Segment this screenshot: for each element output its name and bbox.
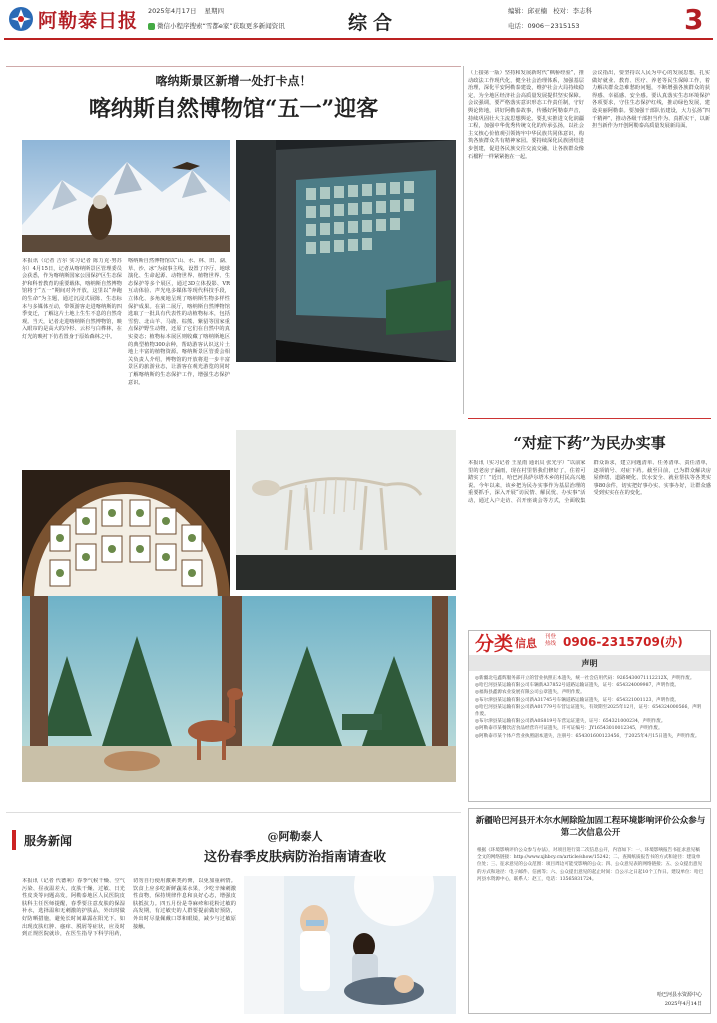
- env-notice-box: [468, 808, 711, 1014]
- classified-header: [469, 631, 710, 653]
- photo-mountain-eagle: [22, 140, 230, 252]
- story1-text-col3: 在第二展厅，喀纳斯自然博物馆选取了一批具有代表性的动植物标本，包括雪豹、北山羊、马鹿、棕熊、紫貂等国家重点保护野生动物，还原了它们在自然中的真实姿态；植物标本展区则收藏了喀纳斯地区的典型植物300余种，帮助游客认识这片土地上丰富的植物资源。喀纳斯景区管委会相关负责人介绍，博物馆的开放将进一步丰富景区的旅游业态，让游客在观光游览的同时了解喀纳斯的生态保护工作，增强生态保护意识。: [128, 303, 230, 386]
- notice-list: [475, 675, 704, 799]
- classified-subtitle: 信息: [515, 637, 537, 650]
- story2-headline: “对症下药”为民办实事: [513, 434, 666, 452]
- hotline-label: 刊登热线: [545, 634, 557, 647]
- service-handle: @阿勒泰人: [267, 830, 323, 843]
- newspaper-logo-icon: [8, 6, 34, 32]
- notice-item: ◎布尔津县某运输有限公司新A0S819号车营运证遗失，证号：654321000234，声明作废。: [475, 719, 666, 725]
- issue-weekday: 星期四: [204, 7, 225, 15]
- service-text: 本报讯（记者 代德利）春季气候干燥、空气污染、昼夜温差大、皮肤干燥、过敏、日光性皮炎等问题高发。阿勒泰地区人民医院皮肤科主任医师提醒，春季要注意皮肤的保湿补水，选择温和无刺激的护肤品，外出时做好防晒措施，避免长时间暴露在阳光下。如出现皮肤红肿、瘙痒、脱屑等症状，应及时到正规医院就诊，在医生指导下科学用药，切勿自行使用激素类药膏，以免加重病情。饮食上应多吃新鲜蔬菜水果，少吃辛辣刺激性食物，保持规律作息和良好心态，增强皮肤抵抗力。四五月份是荨麻疹和花粉过敏的高发期，有过敏史的人群要提前做好预防，外出时尽量佩戴口罩和眼镜，减少与过敏原接触。: [22, 878, 236, 938]
- story1-text-col1: 本报讯（记者 吉尔 实习记者 陈力克·努苏尔）4月15日，记者从喀纳斯景区管理委员会获悉，作为喀纳斯国家公园保护区生态保护和科普教育的重要载体，喀纳斯自然博物馆将于“五一”期间对外开放，这里以“奔跑的生命”为主题，通过沉浸式展陈、生态标本与多媒体互动，带领游客走进喀纳斯的四季变迁，了解这片土地上生生不息的自然奇观。当天，记者走进喀纳斯自然博物馆，映入眼帘的是高大的冷杉、云杉与白桦林，在灯光的映衬下仿若置身于原始森林之中。: [22, 258, 122, 340]
- notice-item: ◎阿勒泰市某个体户营业执照副本遗失，注册号：654301600123456，于2025年4月15日遗失，声明作废。: [475, 733, 700, 739]
- story1-text-col2: 喀纳斯自然博物馆以“山、水、林、田、湖、草、沙、冰”为叙事主线，设置了序厅、地球演化、生命起源、动物世界、植物世界、生态保护等多个展区，通过3D立体投影、VR互动体验、声光电多媒体等现代科技手段，立体化、多角度地呈现了喀纳斯生物多样性保护成果。在第二展厅，喀纳斯自然博物馆选取了一批具有代表性的动植物标本，包括雪豹、北山羊、马鹿、棕熊、紫貂等国家重点保护野生动物，还原了它们在自然中的真实姿态；植物标本展区则收藏了喀纳斯地区的典型植物300余种，帮助游客认识这片土地上丰富的植物资源。喀纳斯景区管委会相关负责人介绍，博物馆的开放将进一步丰富景区的旅游业态，让游客在观光游览的同时了解喀纳斯的生态保护工作，增强生态保护意识。: [128, 258, 230, 386]
- newspaper-title: 阿勒泰日报: [38, 10, 139, 32]
- wechat-note: 微信小程序搜索“雪都e家”获取更多新闻资讯: [148, 22, 285, 31]
- notice-title-bar: [469, 655, 710, 671]
- story1-kicker: 喀纳斯景区新增一处打卡点！: [155, 74, 312, 88]
- header-rule: [4, 38, 713, 40]
- section-title: 综合: [348, 12, 399, 34]
- story1-text-col5: 会议指出，要坚持以人民为中心的发展思想，扎实做好就业、教育、医疗、养老等民生保障工作，着力解决群众急难愁盼问题，不断增强各族群众的获得感、幸福感、安全感。要认真落实生态环境保护各项要求，守住生态保护红线，推动绿色发展，建设美丽阿勒泰。要加强干部队伍建设，大力弘扬“四千精神”，推动各级干部担当作为、真抓实干，以新担当新作为开创阿勒泰高质量发展新局面。: [592, 70, 710, 130]
- wechat-icon: [148, 23, 155, 30]
- proof-credit: 校对：李志科: [553, 7, 593, 15]
- photo-skeleton: [236, 430, 456, 590]
- page-number: 3: [684, 3, 704, 36]
- notice-item: ◎布尔津县某运输有限公司新A31745号车辆道路运输证遗失，证号：654321001123，声明作废。: [475, 697, 680, 703]
- classified-title: 分类: [475, 633, 514, 655]
- notice-item: ◎哈巴河县某运输有限公司新A01779号车营运证遗失，有效期至2025年12月，证号：654324000566，声明作废。: [475, 704, 702, 718]
- notice-item: ◎阿勒泰市某餐饮店食品经营许可证遗失，许可证编号：JY16543010012345，声明作废。: [475, 726, 663, 732]
- story1-headline: 喀纳斯自然博物馆“五一”迎客: [88, 96, 379, 122]
- photo-dermatology: [244, 876, 456, 1014]
- photo-forest-diorama: [22, 596, 456, 782]
- photo-map-wall: [236, 140, 456, 362]
- story2-text: 本报讯（实习记者 王星雨 通讯员 张光宇）“以前家里的老房子漏雨，现在村里帮我们修好了，住着可踏实了！”近日，哈巴河县萨尔塔木乡的村民高兴地说。今年以来，该乡把为民办实事作为基层治理的重要抓手，深入开展“访民情、解民忧、办实事”活动，通过入户走访、召开座谈会等方式，全面收集群众诉求，建立问题清单、任务清单、责任清单，逐项销号、对症下药。截至目前，已为群众解决房屋修缮、道路硬化、饮水安全、就业帮扶等各类实事80余件，切实把好事办实、实事办好，让群众感受到实实在在的变化。: [468, 460, 711, 504]
- notice-item: ◎福海县鑫源农业发展有限公司公章遗失，声明作废。: [475, 690, 585, 696]
- env-notice-signature: 哈巴河县水资源中心: [656, 992, 702, 998]
- photo-plant-gallery: [22, 470, 230, 600]
- service-label: 服务新闻: [12, 830, 78, 850]
- env-notice-date: 2025年4月14日: [664, 1001, 702, 1007]
- hotline-phone: 0906-2315709(办): [563, 635, 683, 649]
- notice-title: 声明: [581, 658, 598, 668]
- service-headline: 这份春季皮肤病防治指南请查收: [203, 850, 386, 865]
- masthead: [0, 0, 717, 40]
- classified-box: [468, 630, 711, 802]
- env-notice-title: 新疆哈巴河县开木尔水闸除险加固工程环境影响评价公众参与第二次信息公开: [475, 816, 706, 838]
- story1-text-col4: （上接第一版）坚持和发展新时代“枫桥经验”，推动政法工作现代化，健全社会治理体系，加强基层治理，深化平安阿勒泰建设，维护社会大局持续稳定，为全地区经济社会高质量发展提供坚实保障。会议强调，要严格落实意识形态工作责任制，守好舆论阵地，讲好阿勒泰故事，传播好阿勒泰声音，持续巩固壮大主流思想舆论。要扎实推进文化润疆工程，加强中华优秀传统文化的传承弘扬，以社会主义核心价值观引领铸牢中华民族共同体意识，构筑各族群众共有精神家园。要持续深化民族团结进步创建，促进各民族交往交流交融，让各族群众像石榴籽一样紧紧抱在一起。: [468, 70, 584, 160]
- phone-credit: 电话：0906－2315153: [508, 22, 580, 30]
- notice-item: ◎哈巴河县某运输有限公司车辆新A37852号道路运输证遗失，证号：654324009987，声明作废。: [475, 683, 680, 689]
- editor-credit: 编辑：邱亚楠: [508, 7, 547, 15]
- issue-date: 2025年4月17日: [148, 7, 197, 15]
- notice-item: ◎新疆北屯鑫辉服务部开立的营业执照正本遗失，统一社会信用代码：9265430071112212X，声明作废。: [475, 676, 695, 681]
- env-notice-text: 根据《环境影响评价公众参与办法》，对项目进行第二次信息公开，内容如下：一、环境影响报告书征求意见稿全文的网络链接：http://www.xjhbcy.cn/article/show/15242；二、查阅纸质报告书的方式和途径：建设单位处；三、征求意见的公众范围：项目周边可能受影响的公众；四、公众意见表的网络链接；五、公众提出意见的方式和途径：电子邮件、信函等；六、公众提出意见的起止时间：自公示之日起10个工作日。建设单位：哈巴河县水资源中心，联系人：赵工，电话：13565831724。: [477, 848, 704, 882]
